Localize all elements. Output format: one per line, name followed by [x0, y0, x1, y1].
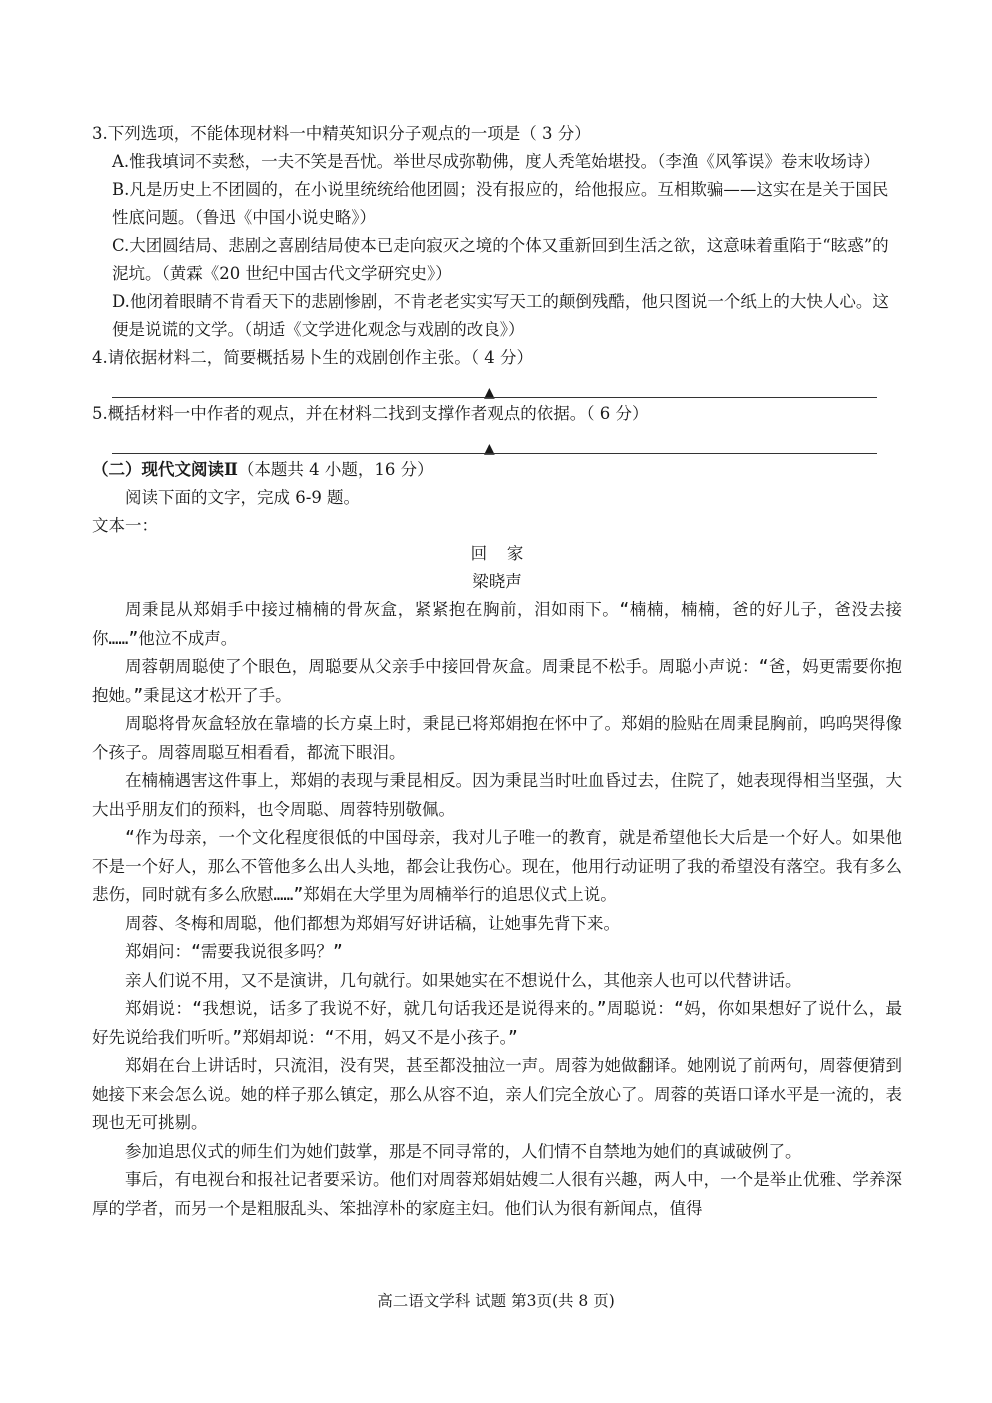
story-title-text: 回家 [470, 544, 544, 563]
page-footer: 高二语文学科 试题 第3页(共 8 页) [377, 1292, 615, 1310]
story-paragraph: 在楠楠遇害这件事上，郑娟的表现与秉昆相反。因为秉昆当时吐血昏过去，住院了，她表现得相当坚强，大大出乎朋友们的预料，也令周聪、周蓉特别敬佩。 [92, 771, 902, 819]
story-paragraph: 郑娟问：“需要我说很多吗？” [125, 942, 343, 961]
answer-line-q5 [112, 428, 877, 456]
answer-rule [112, 453, 877, 454]
story-paragraph: 周聪将骨灰盒轻放在靠墙的长方桌上时，秉昆已将郑娟抱在怀中了。郑娟的脸贴在周秉昆胸前，呜呜哭得像个孩子。周蓉周聪互相看看，都流下眼泪。 [92, 714, 902, 762]
question-3-option-a: A.惟我填词不卖愁，一夫不笑是吾忧。举世尽成弥勒佛，度人秃笔始堪投。（李渔《风筝误》卷末收场诗） [112, 152, 880, 171]
question-5-stem: 5.概括材料一中作者的观点，并在材料二找到支撑作者观点的依据。（ 6 分） [92, 404, 649, 423]
question-3-option-b: B.凡是历史上不团圆的，在小说里统统给他团圆；没有报应的，给他报应。互相欺骗——这实在是关于国民性底问题。（鲁迅《中国小说史略》） [112, 180, 889, 227]
story-paragraph: 郑娟在台上讲话时，只流泪，没有哭，甚至都没抽泣一声。周蓉为她做翻译。她刚说了前两句，周蓉便猜到她接下来会怎么说。她的样子那么镇定，那么从容不迫，亲人们完全放心了。周蓉的英语口译水平是一流的，表现也无可挑剔。 [92, 1056, 902, 1132]
story-body [92, 596, 902, 1223]
text-label: 文本一： [92, 516, 158, 535]
story-paragraph: 亲人们说不用，又不是演讲，几句就行。如果她实在不想说什么，其他亲人也可以代替讲话。 [125, 970, 802, 990]
question-3-option-d: D.他闭着眼睛不肯看天下的悲剧惨剧，不肯老老实实写天工的颠倒残酷，他只图说一个纸上的大快人心。这便是说谎的文学。（胡适《文学进化观念与戏剧的改良》） [112, 292, 889, 339]
question-3-option-c: C.大团圆结局、悲剧之喜剧结局使本已走向寂灭之境的个体又重新回到生活之欲，这意味着重陷于“眩惑”的泥坑。（黄霖《20 世纪中国古代文学研究史》） [112, 236, 889, 283]
story-paragraph: 参加追思仪式的师生们为她们鼓掌，那是不同寻常的，人们情不自禁地为她们的真诚破例了。 [125, 1141, 802, 1161]
answer-marker: ▲ [484, 441, 495, 457]
exam-page [92, 120, 902, 1223]
question-4-stem: 4.请依据材料二，简要概括易卜生的戏剧创作主张。（ 4 分） [92, 348, 533, 367]
section-instruction: 阅读下面的文字，完成 6-9 题。 [125, 488, 361, 507]
story-paragraph: 郑娟说：“我想说，话多了我说不好，就几句话我还是说得来的。”周聪说：“妈，你如果想好了说什么，最好先说给我们听听。”郑娟却说：“不用，妈又不是小孩子。” [92, 999, 902, 1047]
story-paragraph: “作为母亲，一个文化程度很低的中国母亲，我对儿子唯一的教育，就是希望他长大后是一个好人。如果他不是一个好人，那么不管他多么出人头地，都会让我伤心。现在，他用行动证明了我的希望没有落空。我有多么悲伤，同时就有多么欣慰……”郑娟在大学里为周楠举行的追思仪式上说。 [92, 828, 902, 904]
section-heading-title: （二）现代文阅读Ⅱ [92, 460, 238, 479]
story-title [92, 540, 902, 568]
story-paragraph: 周蓉朝周聪使了个眼色，周聪要从父亲手中接回骨灰盒。周秉昆不松手。周聪小声说：“爸，妈更需要你抱抱她。”秉昆这才松开了手。 [92, 657, 902, 705]
section-heading [92, 456, 902, 484]
section-heading-note: （本题共 4 小题，16 分） [237, 460, 434, 479]
question-3-stem: 3.下列选项，不能体现材料一中精英知识分子观点的一项是（ 3 分） [92, 124, 591, 143]
story-paragraph: 事后，有电视台和报社记者要采访。他们对周蓉郑娟姑嫂二人很有兴趣，两人中，一个是举止优雅、学养深厚的学者，而另一个是粗服乱头、笨拙淳朴的家庭主妇。他们认为很有新闻点，值得 [92, 1170, 902, 1218]
story-paragraph: 周秉昆从郑娟手中接过楠楠的骨灰盒，紧紧抱在胸前，泪如雨下。“楠楠，楠楠，爸的好儿子，爸没去接你……”他泣不成声。 [92, 600, 902, 648]
story-paragraph: 周蓉、冬梅和周聪，他们都想为郑娟写好讲话稿，让她事先背下来。 [125, 913, 620, 933]
answer-rule [112, 397, 877, 398]
answer-marker: ▲ [484, 385, 495, 401]
story-author: 梁晓声 [472, 572, 522, 591]
answer-line-q4 [112, 372, 877, 400]
